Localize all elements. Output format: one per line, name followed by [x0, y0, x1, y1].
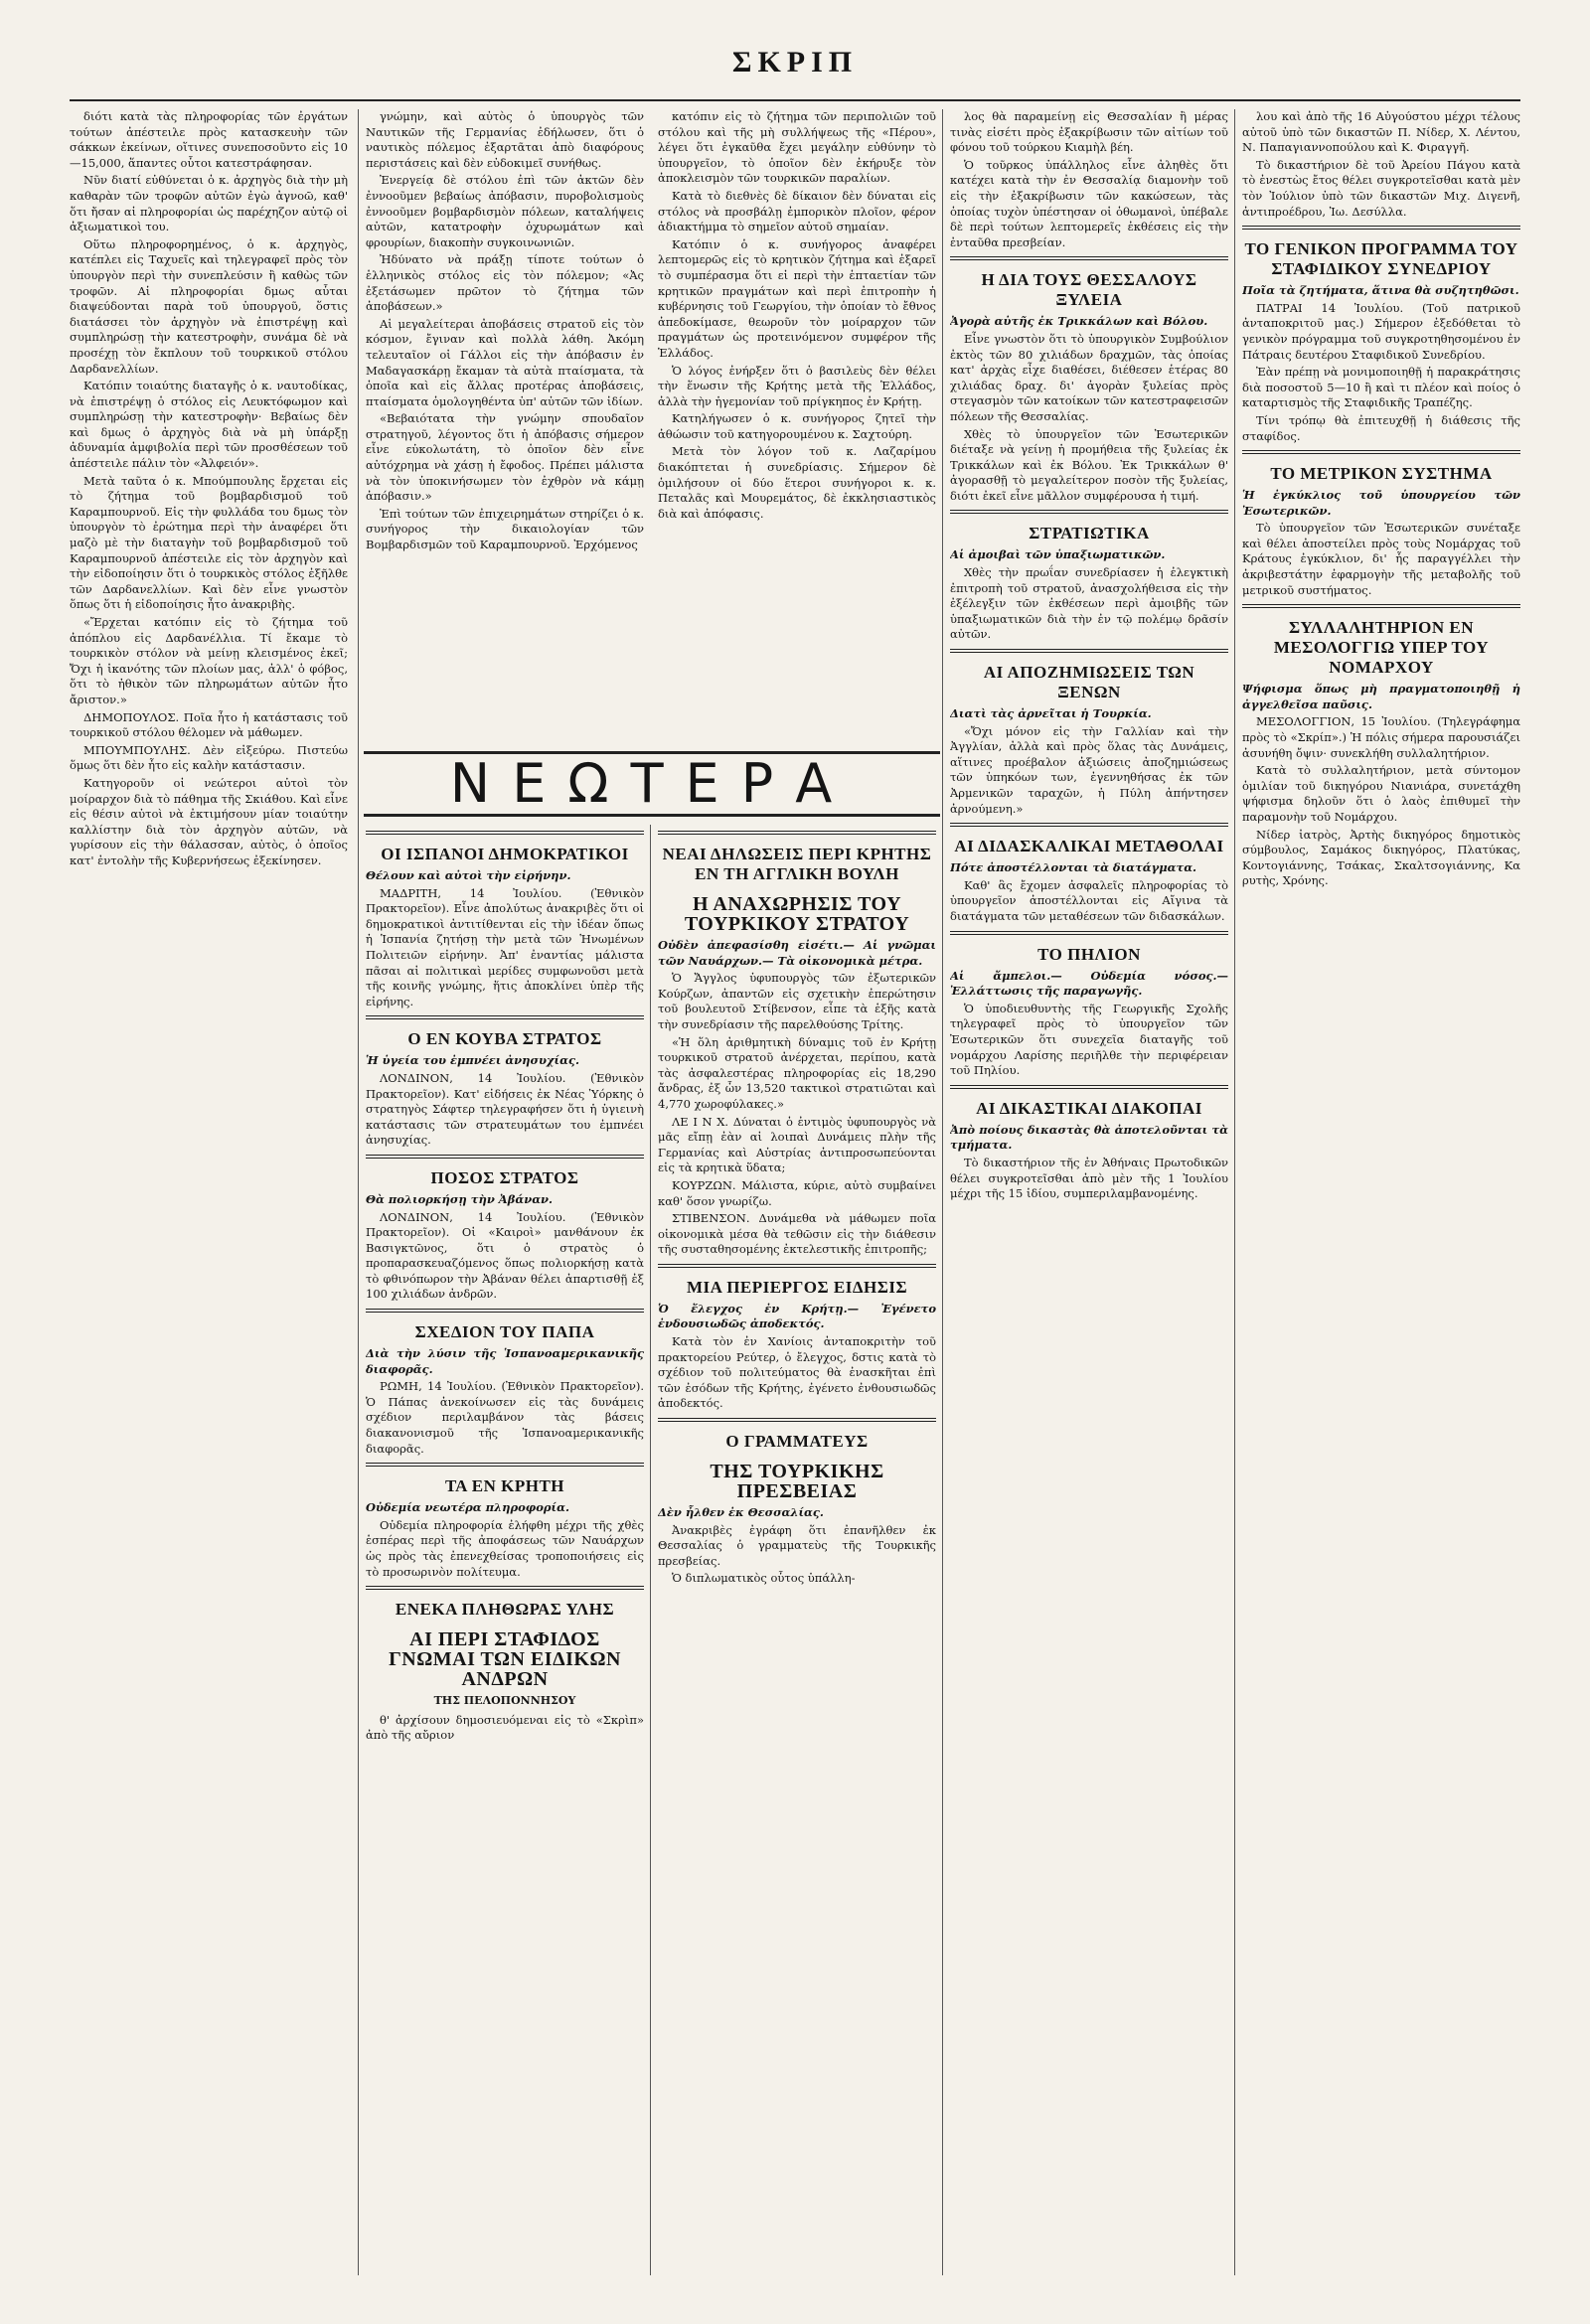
article-headline: ΝΕΑΙ ΔΗΛΩΣΕΙΣ ΠΕΡΙ ΚΡΗΤΗΣ ΕΝ ΤΗ ΑΓΓΛΙΚΗ ΒΟΥΛΗ: [662, 845, 932, 883]
article-headline: Ο ΕΝ ΚΟΥΒΑ ΣΤΡΑΤΟΣ: [407, 1029, 602, 1049]
news-column-right-body: [658, 831, 936, 1587]
article-deck: Ἡ ὑγεία του ἐμπνέει ἀνησυχίας.: [366, 1053, 579, 1068]
article-paragraph: ΣΤΙΒΕΝΣΟΝ. Δυνάμεθα νὰ μάθωμεν ποῖα οἰκονομικὰ μέσα θὰ τεθῶσιν εἰς τὴν διάθεσιν τῆς συσταθησομένης ἐκτελεστικῆς ἐπιτροπῆς;: [658, 1211, 936, 1257]
article-paragraph: ΜΠΟΥΜΠΟΥΛΗΣ. Δὲν εἰξεύρω. Πιστεύω ὅμως ὅτι δὲν ἦτο εἰς καλὴν κατάστασιν.: [70, 742, 348, 773]
section-divider: [366, 1586, 644, 1590]
article-headline: Ο ΓΡΑΜΜΑΤΕΥΣ: [725, 1432, 869, 1452]
section-divider: [1242, 226, 1520, 230]
article-deck: Πότε ἀποστέλλονται τὰ διατάγματα.: [950, 860, 1197, 875]
article-paragraph: Ἀνακριβὲς ἐγράφη ὅτι ἐπανῆλθεν ἐκ Θεσσαλίας ὁ γραμματεὺς τῆς Τουρκικῆς πρεσβείας.: [658, 1522, 936, 1568]
article-paragraph: Ἠδύνατο νὰ πράξῃ τίποτε τούτων ὁ ἑλληνικὸς στόλος εἰς τὸν πόλεμον; «Ἀς ἐξετάσωμεν πρῶτον τὸ ζήτημα τῶν ἀποβάσεων.»: [366, 252, 644, 314]
article-deck: Ὁ ἔλεγχος ἐν Κρήτῃ.— Ἐγένετο ἐνδουσιωδῶς ἀποδεκτός.: [658, 1301, 936, 1331]
article-paragraph: ΜΕΣΟΛΟΓΓΙΟΝ, 15 Ἰουλίου. (Τηλεγράφημα πρὸς τὸ «Σκρίπ».) Ἡ πόλις σήμερα παρουσιάζει ἀσυνήθη ὄψιν· συνεκλήθη συλλαλητήριον.: [1242, 714, 1520, 760]
article-paragraph: Καθ' ἃς ἔχομεν ἀσφαλεῖς πληροφορίας τὸ ὑπουργεῖον ἀποστέλλονται εἰς Αἴγινα τὰ διατάγματα τῶν μεταθέσεων τῶν διδασκάλων.: [950, 877, 1228, 923]
section-divider: [366, 1015, 644, 1019]
article-paragraph: Ὁ διπλωματικὸς οὗτος ὑπάλλη-: [672, 1571, 856, 1586]
article-paragraph: Οὐδεμία πληροφορία ἐλήφθη μέχρι τῆς χθὲς ἑσπέρας περὶ τῆς ἀποφάσεως τῶν Ναυάρχων ὡς πρὸς τὰς ἐπενεχθείσας τροποποιήσεις εἰς τὸ προσωρινὸν πολίτευμα.: [366, 1517, 644, 1579]
article-paragraph: Χθὲς τὸ ὑπουργεῖον τῶν Ἐσωτερικῶν διέταξε νὰ γείνῃ ἡ προμήθεια τῆς ξυλείας ἐκ Τρικκάλων καὶ ἐκ Βόλου. Ἐκ Τρικκάλων θ' ἀγορασθῇ τὸ μεγαλείτερον ποσὸν τῆς ξυλείας, διότι ἐκεῖ εἶνε μᾶλλον συμφέρουσα ἡ τιμή.: [950, 426, 1228, 503]
article-paragraph: ΛΕ Ι Ν Χ. Δύναται ὁ ἐντιμὸς ὑφυπουργὸς νὰ μᾶς εἴπῃ ἐὰν αἱ λοιπαὶ Δυνάμεις πλὴν τῆς Γερμανίας καὶ Αὐστρίας ἀντιπροσωπεύονται εἰς τὰ κρητικὰ ὕδατα;: [658, 1114, 936, 1175]
article-headline: ΑΙ ΔΙΚΑΣΤΙΚΑΙ ΔΙΑΚΟΠΑΙ: [976, 1098, 1202, 1118]
article-headline: ΤΟ ΜΕΤΡΙΚΟΝ ΣΥΣΤΗΜΑ: [1270, 464, 1493, 484]
article-paragraph: ΠΑΤΡΑΙ 14 Ἰουλίου. (Τοῦ πατρικοῦ ἀνταποκριτοῦ μας.) Σήμερον ἐξεδόθεται τὸ γενικὸν πρόγραμμα τοῦ συγκροτηθησομένου ἐν Πάτραις δευτέρου Σταφιδικοῦ Συνεδρίου.: [1242, 300, 1520, 362]
column-1-body: [70, 109, 348, 869]
article-paragraph: Ὁ τοῦρκος ὑπάλληλος εἶνε ἀληθὲς ὅτι κατέχει κατὰ τὴν ἐν Θεσσαλίᾳ διαμονὴν τοῦ εἰς τὴν ἐξακρίβωσιν τῶν κακώσεων, τὰς ὁποίας τυχὸν ὑπέστησαν οἱ ὁθωμανοὶ, ὑπέβαλε δὲ περὶ τούτων λεπτομερεῖς ἐκθέσεις εἰς τὴν ἐνταῦθα πρεσβείαν.: [950, 157, 1228, 249]
section-divider: [1242, 450, 1520, 454]
article-deck: Οὐδὲν ἀπεφασίσθη εἰσέτι.— Αἱ γνῶμαι τῶν Ναυάρχων.— Τὰ οἰκονομικὰ μέτρα.: [658, 938, 936, 968]
neotera-banner: ΝΕΩΤΕΡΑ: [364, 751, 940, 817]
section-divider: [658, 1418, 936, 1422]
section-divider: [366, 1309, 644, 1313]
article-paragraph: Κατὰ τὸ συλλαλητήριον, μετὰ σύντομον ὁμιλίαν τοῦ δικηγόρου Νιανιάρα, συνετάχθη ψήφισμα δηλοῦν ὅτι ὁ λαὸς ἐπιθυμεῖ τὴν παραμονὴν τοῦ Νομάρχου.: [1242, 763, 1520, 824]
news-column-left: [366, 825, 644, 2275]
column-rule: [358, 109, 359, 2275]
article-paragraph: διότι κατὰ τὰς πληροφορίας τῶν ἐργάτων τούτων ἀπέστειλε πρὸς κατασκευὴν τῶν σάκκων ἐκείνων, οἵτινες συνεποσοῦντο εἰς 10—15,000, ἅπαντες οὗτοι κατεστράφησαν.: [70, 109, 348, 170]
article-headline: ΑΙ ΑΠΟΖΗΜΙΩΣΕΙΣ ΤΩΝ ΞΕΝΩΝ: [983, 663, 1195, 702]
column-4: [950, 109, 1228, 2275]
article-paragraph: Κατὰ τὸ διεθνὲς δὲ δίκαιον δὲν δύναται εἰς στόλος νὰ προσβάλῃ ἐμπορικὸν πλοῖον, φέρον ἀδιακτήμμα τὸ σημεῖον αὐτοῦ σημαίαν.: [658, 188, 936, 234]
article-paragraph: Αἱ μεγαλείτεραι ἀποβάσεις στρατοῦ εἰς τὸν κόσμον, ἔγιναν καὶ πολλὰ λάθη. Ἀκόμη τελευταῖον οἱ Γάλλοι εἰς τὴν ἀπόβασιν ἐν Μαδαγασκάρῃ ἔκαμαν τὰ αὐτὰ πταίσματα, τὰ ὁποῖα καὶ εἰς ἄλλας προτέρας ἀποβάσεις, πταίσματα ὁμολογηθέντα ὑπ' αὐτῶν τῶν ἰδίων.: [366, 316, 644, 408]
section-divider: [950, 931, 1228, 935]
article-paragraph: ΛΟΝΔΙΝΟΝ, 14 Ἰουλίου. (Ἐθνικὸν Πρακτορεῖον). Οἱ «Καιροὶ» μανθάνουν ἐκ Βασιγκτῶνος, ὅτι ὁ στρατὸς ὁ προπαρασκευαζόμενος ὅπως πολιορκήσῃ κατὰ τὸ φθινόπωρον τὴν Ἀβάναν θέλει ἀπαρτισθῇ ἐξ 100 χιλιάδων ἀνδρῶν.: [366, 1209, 644, 1302]
newspaper-page: [70, 40, 1520, 2285]
article-deck: Ἀπὸ ποίους δικαστὰς θὰ ἀποτελοῦνται τὰ τμήματα.: [950, 1122, 1228, 1153]
article-paragraph: Ὁ λόγος ἐνήρξεν ὅτι ὁ βασιλεὺς δὲν θέλει τὴν ἕνωσιν τῆς Κρήτης μετὰ τῆς Ἑλλάδος, ἀλλὰ τὴν ἡγεμονίαν τοῦ πρίγκηπος ἐν Κρήτῃ.: [658, 363, 936, 408]
article-paragraph: Τίνι τρόπῳ θὰ ἐπιτευχθῇ ἡ διάθεσις τῆς σταφίδος.: [1242, 412, 1520, 443]
article-paragraph: λος θὰ παραμείνῃ εἰς Θεσσαλίαν ἢ μέρας τινὰς εἰσέτι πρὸς ἐξακρίβωσιν τῶν αἰτίων τοῦ φόνου τοῦ τούρκου Κιαμὴλ βέη.: [950, 109, 1228, 155]
article-deck: Ψήφισμα ὅπως μὴ πραγματοποιηθῇ ἡ ἀγγελθεῖσα παῦσις.: [1242, 682, 1520, 711]
article-deck: Θέλουν καὶ αὐτοὶ τὴν εἰρήνην.: [366, 868, 571, 882]
article-deck: Αἱ ἄμπελοι.— Οὐδεμία νόσος.— Ἐλλάττωσις τῆς παραγωγῆς.: [950, 968, 1228, 999]
section-divider: [366, 831, 644, 835]
article-subheadline: ΤΗΣ ΠΕΛΟΠΟΝΝΗΣΟΥ: [433, 1694, 576, 1708]
article-paragraph: Ἐπὶ τούτων τῶν ἐπιχειρημάτων στηρίζει ὁ κ. συνήγορος τὴν δικαιολογίαν τῶν Βομβαρδισμῶν τοῦ Καραμπουρνοῦ. Ἐρχόμενος: [366, 506, 644, 552]
column-rule: [942, 109, 943, 2275]
article-headline: ΑΙ ΔΙΔΑΣΚΑΛΙΚΑΙ ΜΕΤΑΘΟΛΑΙ: [954, 837, 1224, 856]
article-subheadline: ΤΗΣ ΤΟΥΡΚΙΚΗΣ ΠΡΕΣΒΕΙΑΣ: [710, 1461, 884, 1503]
article-paragraph: Κατηλήγωσεν ὁ κ. συνήγορος ζητεῖ τὴν ἀθώωσιν τοῦ κατηγορουμένου κ. Σαχτούρη.: [658, 411, 936, 441]
section-divider: [950, 1085, 1228, 1089]
column-3-top: [658, 109, 936, 735]
article-paragraph: κατόπιν εἰς τὸ ζήτημα τῶν περιπολιῶν τοῦ στόλου καὶ τῆς μὴ συλλήψεως τῆς «Πέρου», λέγει ὅτι ἐγκαῦθα ἔχει μεγάλην εὐθύνην τὸ ὑπουργεῖον, τὸ ὁποῖον δὲν ἐκήρυξε τὸν ἀποκλεισμὸν τῶν τουρκικῶν παραλίων.: [658, 109, 936, 186]
news-column-left-body: [366, 831, 644, 1744]
article-paragraph: Νῦν διατί εὐθύνεται ὁ κ. ἀρχηγὸς διὰ τὴν μὴ καθαρὰν τῶν τροφῶν αὐτῶν ἐγὼ ἀγνοῶ, καθ' ὅτι ἤσαν αἱ πληροφορίαι ὡς παρέχηζον αὐτῷ οἱ ἀξιωματικοὶ του.: [70, 173, 348, 234]
article-paragraph: ΡΩΜΗ, 14 Ἰουλίου. (Ἐθνικὸν Πρακτορεῖον). Ὁ Πάπας ἀνεκοίνωσεν εἰς τὰς δυνάμεις σχέδιον περιλαμβάνον τὰς βάσεις διακανονισμοῦ τῆς Ἱσπανοαμερικανικῆς διαφορᾶς.: [366, 1379, 644, 1456]
article-headline: ΠΟΣΟΣ ΣΤΡΑΤΟΣ: [430, 1167, 579, 1187]
article-paragraph: «Βεβαιότατα τὴν γνώμην σπουδαῖον στρατηγοῦ, λέγοντος ὅτι ἡ ἀπόβασις σήμερον εἶνε εὐκολωτάτη, τὸ ὁποῖον δὲν εἶνε αὐτόχρημα νὰ χάσῃ ἡ ἔφοδος. Πρέπει μάλιστα νὰ τὸν ὑποκινήσωμεν τὸν ἐχθρὸν νὰ κάμῃ ἀπόβασιν.»: [366, 411, 644, 504]
article-paragraph: Μετὰ τὸν λόγον τοῦ κ. Λαζαρίμου διακόπτεται ἡ συνεδρίασις. Σήμερον δὲ ὁμιλήσουν οἱ δύο ἕτεροι συνήγοροι κ. κ. Πεταλᾶς καὶ Μουρεμάτος, δὲ ἐκκλησιαστικὸς διὰ καὶ ἀπόφασις.: [658, 444, 936, 521]
section-divider: [950, 510, 1228, 514]
section-divider: [366, 1463, 644, 1467]
article-headline: Η ΔΙΑ ΤΟΥΣ ΘΕΣΣΑΛΟΥΣ ΞΥΛΕΙΑ: [981, 270, 1197, 310]
article-paragraph: Ὁ Ἄγγλος ὑφυπουργὸς τῶν ἐξωτερικῶν Κούρζων, ἀπαντῶν εἰς σχετικὴν ἐπερώτησιν τοῦ βουλευτοῦ Στίβενσον, εἶπε τὰ ἑξῆς κατὰ τὴν συνεδρίασιν τῆς παρελθούσης Τρίτης.: [658, 971, 936, 1031]
article-headline: ΤΟ ΓΕΝΙΚΟΝ ΠΡΟΓΡΑΜΜΑ ΤΟΥ ΣΤΑΦΙΔΙΚΟΥ ΣΥΝΕΔΡΙΟΥ: [1244, 239, 1518, 279]
article-paragraph: Κατόπιν ὁ κ. συνήγορος ἀναφέρει λεπτομερῶς εἰς τὸ κρητικὸν ζήτημα καὶ ἐξαρεῖ τὸ συμπέρασμα ὅτι εἰ περὶ τὴν ἑπταετίαν τῶν κρητικῶν πραγμάτων καὶ περὶ ἐπιτροπὴν ἡ κυβέρνησις τοῦ Γεωργίου, τὴν ὁποίαν τὸ ἔθνος ἀπεδοκίμασε, θεωροῦν τὸν μοίραρχον τῶν πραγμάτων ὡς προτεινόμενον συμφέρον τῆς Ἑλλάδος.: [658, 236, 936, 360]
article-paragraph: «Ἔρχεται κατόπιν εἰς τὸ ζήτημα τοῦ ἀπόπλου εἰς Δαρδανέλλια. Τί ἔκαμε τὸ τουρκικὸν στόλον νὰ μείνῃ κλεισμένος ἐκεῖ; Ὄχι ἡ ἱκανότης τῶν πλοίων μας, ἀλλ' ὁ φόβος, ὅτι τὸ ἠθικὸν τῶν πληρωμάτων αὐτῶν ἦτο ἄριστον.»: [70, 615, 348, 706]
column-2-top: [366, 109, 644, 735]
article-paragraph: ΔΗΜΟΠΟΥΛΟΣ. Ποῖα ἦτο ἡ κατάστασις τοῦ τουρκικοῦ στόλου θέλομεν νὰ μάθωμεν.: [70, 709, 348, 740]
article-paragraph: Κατόπιν τοιαύτης διαταγῆς ὁ κ. ναυτοδίκας, νὰ ἐπιστρέψῃ ὁ στόλος εἰς Λευκτόφωμον καὶ συμπληρώσῃ τὴν κατεστροφὴν· Βεβαίως δὲν καὶ δμως ὁ ἀρχηγὸς διὰ νὰ μὴ ὑπάρξῃ ἀδυναμία ἀμφιβολία περὶ τῶν προσθέσεων τοῦ ἀπέστειλε πάλιν τὸν «Ἀλφειόν».: [70, 379, 348, 471]
news-column-right: [658, 825, 936, 2275]
article-deck: Διατὶ τὰς ἀρνεῖται ἡ Τουρκία.: [950, 706, 1152, 721]
column-rule: [1234, 109, 1235, 2275]
article-paragraph: Νίδερ ἰατρὸς, Ἀρτὴς δικηγόρος δημοτικὸς σύμβουλος, Σαμάκος δικηγόρος, Πλατύκας, Κοντογιάννης, Τσάκας, Σκαλτσογιάννης, Κα ρυτὴς, Χρόνης.: [1242, 827, 1520, 888]
article-paragraph: Τὸ ὑπουργεῖον τῶν Ἐσωτερικῶν συνέταξε καὶ θέλει ἀποστείλει πρὸς τοὺς Νομάρχας τοῦ Κράτους ἐγκύκλιον, δι' ἧς παραγγέλλει τὴν ἀκριβεστάτην ἐφαρμογὴν τῆς μεταβολῆς τοῦ μετρικοῦ συστήματος.: [1242, 521, 1520, 597]
article-paragraph: Ὁ ὑποδιευθυντὴς τῆς Γεωργικῆς Σχολῆς τηλεγραφεῖ πρὸς τὸ ὑπουργεῖον τῶν Ἐσωτερικῶν ὅτι συνεχεῖα διαταγῆς τοῦ νομάρχου Λαρίσης περιῆλθε τὴν περιφέρειαν τοῦ Πηλίου.: [950, 1001, 1228, 1078]
article-paragraph: θ' ἀρχίσουν δημοσιευόμεναι εἰς τὸ «Σκρὶπ» ἀπὸ τῆς αὔριον: [366, 1712, 644, 1743]
article-paragraph: ΛΟΝΔΙΝΟΝ, 14 Ἰουλίου. (Ἐθνικὸν Πρακτορεῖον). Κατ' εἰδήσεις ἐκ Νέας Ὑόρκης ὁ στρατηγὸς Σάφτερ τηλεγραφήσεν ὅτι ἡ ὑγιεινὴ κατάστασις τῶν στρατευμάτων του ἐμπνέει ἀνησυχίας.: [366, 1070, 644, 1148]
article-paragraph: γνώμην, καὶ αὐτὸς ὁ ὑπουργὸς τῶν Ναυτικῶν τῆς Γερμανίας ἐδήλωσεν, ὅτι ὁ ναυτικὸς πόλεμος ἐξαρτᾶται ἀπὸ διαφόρους περιστάσεις καὶ δὲν εὐδοκιμεῖ συνήθως.: [366, 109, 644, 170]
article-headline: ΤΑ ΕΝ ΚΡΗΤΗ: [444, 1476, 565, 1496]
section-divider: [1242, 604, 1520, 608]
column-1: [70, 109, 348, 2275]
article-paragraph: Ἐὰν πρέπῃ νὰ μονιμοποιηθῇ ἡ παρακράτησις διὰ ποσοστοῦ 5—10 ἢ καὶ τι πλέον καὶ ποίος ὁ καταρτισμὸς τῆς Σταφιδικῆς Τραπέζης.: [1242, 365, 1520, 410]
article-headline: ΟΙ ΙΣΠΑΝΟΙ ΔΗΜΟΚΡΑΤΙΚΟΙ: [381, 845, 629, 863]
article-headline: ΣΥΛΛΑΛΗΤΗΡΙΟΝ ΕΝ ΜΕΣΟΛΟΓΓΙΩ ΥΠΕΡ ΤΟΥ ΝΟΜΑΡΧΟΥ: [1273, 618, 1490, 678]
column-5-body: [1242, 109, 1520, 889]
section-divider: [950, 256, 1228, 260]
column-5: [1242, 109, 1520, 2275]
article-paragraph: ΜΑΔΡΙΤΗ, 14 Ἰουλίου. (Ἐθνικὸν Πρακτορεῖον). Εἶνε ἀπολύτως ἀνακριβὲς ὅτι οἱ δημοκρατικοὶ ἀντιτίθενται εἰς τὴν ἰδέαν ὅπως ἡ Ἱσπανία ζητήσῃ τὴν μετὰ τῶν Ἡνωμένων Πολιτειῶν εἰρήνην. Ἀπ' ἐναντίας μάλιστα πᾶσαι αἱ πολιτικαὶ μερίδες συμφωνοῦσι μετὰ τῆς κοινῆς γνώμης, ἥτις ἀποκλίνει ὑπὲρ τῆς εἰρήνης.: [366, 885, 644, 1008]
article-headline: ΜΙΑ ΠΕΡΙΕΡΓΟΣ ΕΙΔΗΣΙΣ: [686, 1277, 908, 1297]
article-deck: Θὰ πολιορκήσῃ τὴν Ἀβάναν.: [366, 1191, 554, 1206]
section-divider: [366, 1155, 644, 1159]
article-headline: ΤΟ ΠΗΛΙΟΝ: [1037, 944, 1141, 964]
column-2-body: [366, 109, 644, 553]
article-paragraph: Χθὲς τὴν πρωΐαν συνεδρίασεν ἡ ἐλεγκτικὴ ἐπιτροπὴ τοῦ στρατοῦ, ἀνασχολήθεισα εἰς τὴν ἐξέλεγξιν τῶν ἐκθέσεων περὶ ἀμοιβῆς τῶν ὑπαξιωματικῶν διὰ τὴν ἐν τῷ πολέμῳ δρᾶσίν αὐτῶν.: [950, 565, 1228, 642]
article-deck: Ποῖα τὰ ζητήματα, ἅτινα θὰ συζητηθῶσι.: [1242, 283, 1519, 298]
column-rule: [650, 825, 651, 2275]
article-paragraph: «Ὄχι μόνον εἰς τὴν Γαλλίαν καὶ τὴν Ἀγγλίαν, ἀλλὰ καὶ πρὸς ὅλας τὰς Δυνάμεις, αἵτινες προέβαλον ἀξιώσεις ἀποζημιώσεως τῶν ὑπηκόων των, ἐγεννηθήσας ἐκ τῶν Ἀρμενικῶν ταραχῶν, ἡ Πύλη ἀπήντησεν ἀρνούμενη.»: [950, 723, 1228, 816]
article-deck: Δὲν ἦλθεν ἐκ Θεσσαλίας.: [658, 1505, 824, 1520]
article-deck: Διὰ τὴν λύσιν τῆς Ἱσπανοαμερικανικῆς διαφορᾶς.: [366, 1346, 644, 1376]
article-paragraph: Τὸ δικαστήριον δὲ τοῦ Ἀρείου Πάγου κατὰ τὸ ἐνεστὼς ἔτος θέλει συγκροτεῖσθαι κατὰ μὲν τὸν Ἰούλιον ὑπὸ τῶν δικαστῶν Μιχ. Διγενῆ, ἀντιπροέδρου, Ἰω. Δεσύλλα.: [1242, 157, 1520, 219]
article-paragraph: Κατὰ τὸν ἐν Χανίοις ἀνταποκριτὴν τοῦ πρακτορείου Ρεύτερ, ὁ ἔλεγχος, δστις κατὰ τὸ σχέδιον τοῦ πολιτεύματος θὰ ἐνασκῆται ἐπὶ τῶν ἐσόδων τῆς Κρήτης, ἐγένετο ἐνθουσιωδῶς ἀποδεκτός.: [658, 1334, 936, 1411]
article-deck: Οὐδεμία νεωτέρα πληροφορία.: [366, 1500, 569, 1515]
column-4-body: [950, 109, 1228, 1202]
article-paragraph: ΚΟΥΡΖΩΝ. Μάλιστα, κύριε, αὐτὸ συμβαίνει καθ' ὅσον γνωρίζω.: [658, 1177, 936, 1208]
article-deck: Αἱ ἀμοιβαὶ τῶν ὑπαξιωματικῶν.: [950, 547, 1166, 562]
article-headline: ΕΝΕΚΑ ΠΛΗΘΩΡΑΣ ΥΛΗΣ: [395, 1600, 615, 1620]
section-divider: [950, 649, 1228, 653]
article-paragraph: Εἶνε γνωστὸν ὅτι τὸ ὑπουργικὸν Συμβούλιον ἐκτὸς τῶν 80 χιλιάδων δραχμῶν, τὰς ὁποίας κατ' ἀρχὰς εἶχε διαθέσει, διέθεσεν ἑτέρας 80 χιλιάδας δραχ. δι' ἀγορὰν ξυλείας πρὸς στεγασμὸν τῶν κατοίκων τῶν κατεστραφεισῶν πόλεων τῆς Θεσσαλίας.: [950, 331, 1228, 423]
article-headline: ΣΤΡΑΤΙΩΤΙΚΑ: [1029, 524, 1150, 543]
section-divider: [658, 1264, 936, 1268]
article-paragraph: λου καὶ ἀπὸ τῆς 16 Αὐγούστου μέχρι τέλους αὐτοῦ ὑπὸ τῶν δικαστῶν Π. Νίδερ, Χ. Λέντου, Ν. Παπαγιαννοπούλου καὶ Κ. Φιραγγῆ.: [1242, 109, 1520, 155]
article-subheadline: Η ΑΝΑΧΩΡΗΣΙΣ ΤΟΥ ΤΟΥΡΚΙΚΟΥ ΣΤΡΑΤΟΥ: [684, 893, 910, 935]
article-paragraph: Ἐνεργείᾳ δὲ στόλου ἐπὶ τῶν ἀκτῶν δὲν ἐννοοῦμεν βεβαίως ἀπόβασιν, πυροβολισμοὺς ἐννοοῦμεν βομβαρδισμὸν πόλεων, καταλήψεις αὐτῶν, κατατροφὴν ὀχυρωμάτων καὶ φρουρίων, διακοπὴν συγκοινωνιῶν.: [366, 173, 644, 249]
article-paragraph: «Ἡ ὅλη ἀριθμητικὴ δύναμις τοῦ ἐν Κρήτῃ τουρκικοῦ στρατοῦ ἀνέρχεται, περίπου, κατὰ τὰς ἀσφαλεστέρας πληροφορίας εἰς 18,290 ἄνδρας, ἐξ ὧν 13,520 τακτικοὶ στρατιῶται καὶ 4,770 χωροφύλακες.»: [658, 1034, 936, 1111]
article-paragraph: Κατηγοροῦν οἱ νεώτεροι αὐτοὶ τὸν μοίραρχον διὰ τὸ πάθημα τῆς Σκιάθου. Καὶ εἶνε εἰς θέσιν αὐτοὶ νὰ ἐκτιμήσουν μίαν τοιαύτην καλλίστην διὰ τὸν ἀρχηγὸν αὐτῶν, νὰ γυρίσουν εἰς τὴν θάλασσαν, αὐτὸς, ὁ ὁποῖος κατ' ἐντολὴν τῆς Κυβερνήσεως ἐξεκίνησεν.: [70, 775, 348, 867]
section-divider: [950, 823, 1228, 827]
article-subheadline: ΑΙ ΠΕΡΙ ΣΤΑΦΙΔΟΣ ΓΝΩΜΑΙ ΤΩΝ ΕΙΔΙΚΩΝ ΑΝΔΡΩΝ: [389, 1628, 621, 1691]
article-headline: ΣΧΕΔΙΟΝ ΤΟΥ ΠΑΠΑ: [414, 1322, 595, 1342]
article-paragraph: Οὕτω πληροφορημένος, ὁ κ. ἀρχηγὸς, κατέπλει εἰς Ταχυεῖς καὶ τηλεγραφεῖ πρὸς τὸν ὑπουργὸν περὶ τὴν συνεπλεύσιν ἢ καθὼς τῶν τροφῶν. Αἱ πληροφορίαι δμως αὗται διαψεύδονται παρὰ τοῦ ὑπουργοῦ, ὅστις διατάσσει τὸν ἀρχηγὸν νὰ ἐπιστρέψῃ καὶ συμπληρώσῃ τὴν κατεστροφὴν, συνάμα δὲ νὰ προσέχῃ τὸν ἔκπλουν τοῦ τουρκικοῦ στόλου Δαρδανελλίων.: [70, 236, 348, 376]
masthead: [70, 40, 1520, 101]
article-deck: Ἀγορὰ αὐτῆς ἐκ Τρικκάλων καὶ Βόλου.: [950, 314, 1208, 329]
article-paragraph: Μετὰ ταῦτα ὁ κ. Μπούμπουλης ἔρχεται εἰς τὸ ζήτημα τοῦ βομβαρδισμοῦ τοῦ Καραμπουρνοῦ. Εἰς τὴν φυλλάδα του δμως τὸν ὑπουργὸν τὸ ἐρώτημα περὶ τὴν ἀναφέρει ὅτι μαζὸ μὲ τὴν διαταγὴν τοῦ βομβαρδισμοῦ τοῦ Καραμπουρνοῦ ἀπέστειλε εἰς τὸν ἀρχηγὸν καὶ τὴν εἰδοποίησιν ὅτι ὁ τουρκικὸς στόλος ἐξῆλθε τῶν Δαρδανελλίων. Καὶ δὲν εἶνε γνωστὸν ὅπως ὅτι ἡ εἰδοποίησις ἦτο ἀνακριβὴς.: [70, 473, 348, 612]
article-deck: Ἡ ἐγκύκλιος τοῦ ὑπουργείου τῶν Ἐσωτερικῶν.: [1242, 488, 1520, 518]
section-divider: [658, 831, 936, 835]
column-3-body: [658, 109, 936, 522]
article-paragraph: Τὸ δικαστήριον τῆς ἐν Ἀθήναις Πρωτοδικῶν θέλει συγκροτεῖσθαι ἀπὸ μὲν τῆς 1 Ἰουλίου μέχρι τῆς 15 ἰδίου, συμπεριλαμβανομένης.: [950, 1155, 1228, 1201]
newspaper-title: ΣΚΡΙΠ: [731, 46, 859, 78]
